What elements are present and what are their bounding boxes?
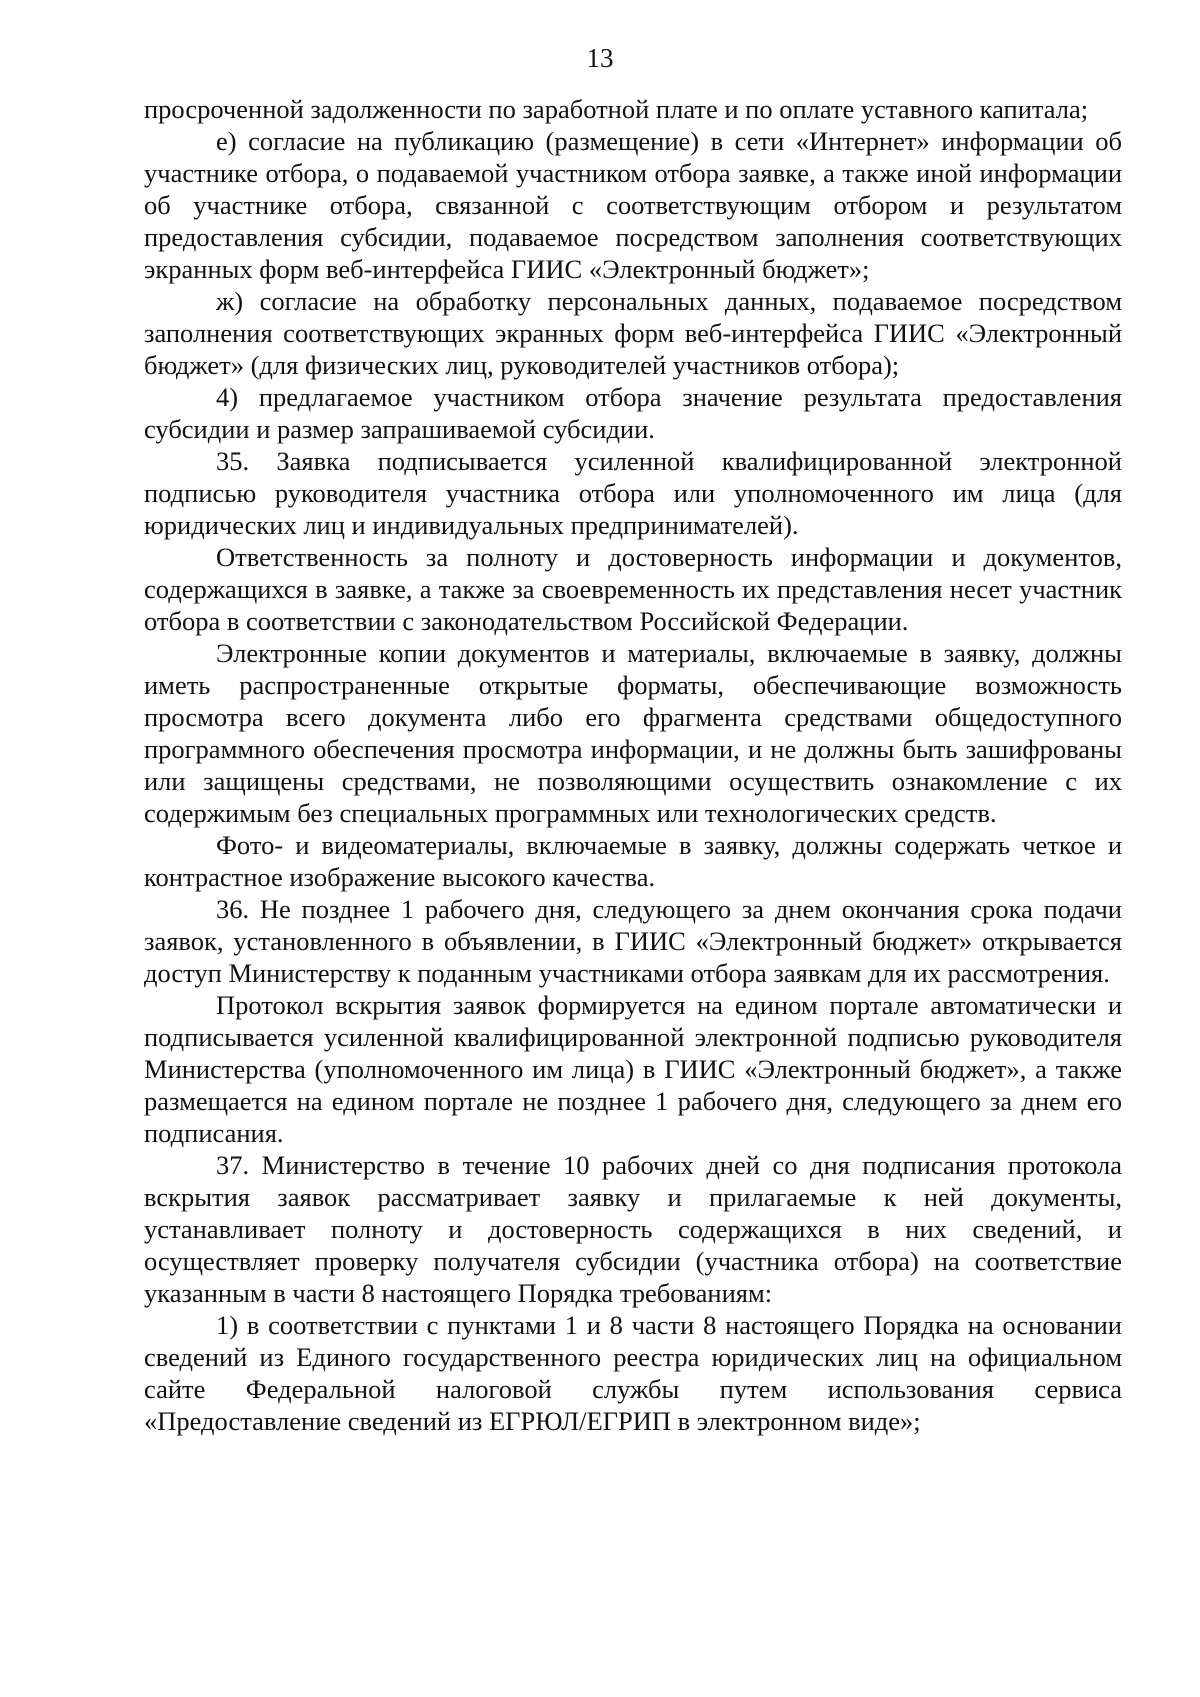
paragraph-electronic-copies: Электронные копии документов и материалы, включаемые в заявку, должны иметь распространенные открытые форматы, обеспечивающие возможность просмотра всего документа либо его фрагмента средствами общедоступного программного обеспечения просмотра информации, и не должны быть зашифрованы или защищены средствами, не позволяющими осуществить ознакомление с их содержимым без специальных программных или технологических средств.: [144, 638, 1122, 828]
paragraph-clause-37: 37. Министерство в течение 10 рабочих дней со дня подписания протокола вскрытия заявок рассматривает заявку и прилагаемые к ней документы, устанавливает полноту и достоверность содержащихся в них сведений, и осуществляет проверку получателя субсидии (участника отбора) на соответствие указанным в части 8 настоящего Порядка требованиям:: [144, 1150, 1122, 1308]
paragraph-protocol: Протокол вскрытия заявок формируется на едином портале автоматически и подписывается усиленной квалифицированной электронной подписью руководителя Министерства (уполномоченного им лица) в ГИИС «Электронный бюджет», а также размещается на едином портале не позднее 1 рабочего дня, следующего за днем его подписания.: [144, 990, 1122, 1148]
document-body: [144, 93, 1122, 1437]
paragraph-clause-36: 36. Не позднее 1 рабочего дня, следующего за днем окончания срока подачи заявок, установленного в объявлении, в ГИИС «Электронный бюджет» открывается доступ Министерству к поданным участниками отбора заявкам для их рассмотрения.: [144, 894, 1122, 988]
paragraph-item-e: е) согласие на публикацию (размещение) в сети «Интернет» информации об участнике отбора, о подаваемой участником отбора заявке, а также иной информации об участнике отбора, связанной с соответствующим отбором и результатом предоставления субсидии, подаваемое посредством заполнения соответствующих экранных форм веб-интерфейса ГИИС «Электронный бюджет»;: [144, 126, 1122, 284]
paragraph-item-4: 4) предлагаемое участником отбора значение результата предоставления субсидии и размер запрашиваемой субсидии.: [144, 382, 1122, 444]
paragraph-photo-video: Фото- и видеоматериалы, включаемые в заявку, должны содержать четкое и контрастное изображение высокого качества.: [144, 830, 1122, 892]
paragraph-item-zh: ж) согласие на обработку персональных данных, подаваемое посредством заполнения соответствующих экранных форм веб-интерфейса ГИИС «Электронный бюджет» (для физических лиц, руководителей участников отбора);: [144, 286, 1122, 380]
paragraph-clause-35: 35. Заявка подписывается усиленной квалифицированной электронной подписью руководителя участника отбора или уполномоченного им лица (для юридических лиц и индивидуальных предпринимателей).: [144, 446, 1122, 540]
paragraph-subitem-1: 1) в соответствии с пунктами 1 и 8 части 8 настоящего Порядка на основании сведений из Единого государственного реестра юридических лиц на официальном сайте Федеральной налоговой службы путем использования сервиса «Предоставление сведений из ЕГРЮЛ/ЕГРИП в электронном виде»;: [144, 1310, 1122, 1436]
paragraph-continuation: просроченной задолженности по заработной плате и по оплате уставного капитала;: [144, 94, 1089, 124]
page-number: 13: [586, 43, 614, 73]
paragraph-responsibility: Ответственность за полноту и достоверность информации и документов, содержащихся в заявке, а также за своевременность их представления несет участник отбора в соответствии с законодательством Российской Федерации.: [144, 542, 1122, 636]
